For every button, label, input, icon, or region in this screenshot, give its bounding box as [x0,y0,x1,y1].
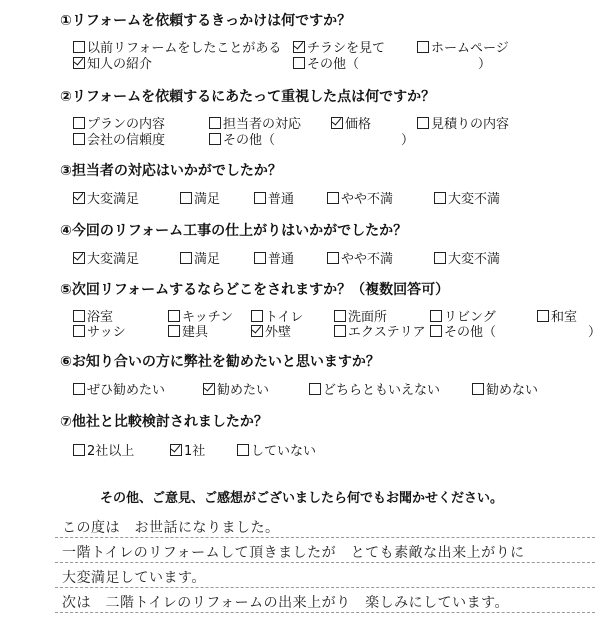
option-label: していない [251,444,317,459]
checkbox[interactable] [209,133,221,145]
checkbox[interactable] [430,325,442,337]
q5-option-exterior-wall[interactable] [251,321,291,340]
checkbox[interactable] [237,444,249,456]
q2-other-close-paren: ） [401,133,415,148]
q7-option-none[interactable] [237,440,316,459]
option-label: 2社以上 [87,444,135,459]
option-label: 見積りの内容 [431,117,510,132]
option-label: ぜひ勧めたい [87,383,166,398]
option-label: 満足 [194,252,221,267]
option-label: 満足 [194,192,221,207]
option-label: 勧めたい [217,383,270,398]
comment-rule-line [55,537,595,538]
option-label: ホームページ [431,41,509,56]
checkbox[interactable] [209,117,221,129]
q5-option-other[interactable] [430,321,496,340]
q1-other-close-paren: ） [478,57,492,72]
checkbox-checked[interactable] [73,252,85,264]
checkbox[interactable] [417,117,429,129]
q5-option-exterior[interactable] [334,321,426,340]
checkbox-checked[interactable] [170,444,182,456]
comment-line-3: 大変満足しています。 [62,570,206,586]
comment-line-4: 次は 二階トイレのリフォームの出来上がり 楽しみにしています。 [62,595,509,611]
option-label: 洗面所 [348,310,388,325]
checkbox[interactable] [293,57,305,69]
option-label: 大変不満 [448,252,501,267]
q3-option-slightly-dissatisfied[interactable] [327,188,393,207]
checkbox-checked[interactable] [73,57,85,69]
q4-option-very-dissatisfied[interactable] [434,248,500,267]
checkbox[interactable] [537,310,549,322]
checkbox[interactable] [254,252,266,264]
option-label: どちらともいえない [323,383,441,398]
option-label: チラシを見て [307,41,386,56]
question-4-title: ④今回のリフォーム工事の仕上がりはいかがでしたか？ [60,223,408,239]
checkbox[interactable] [73,383,85,395]
q6-option-neither[interactable] [309,379,440,398]
q5-option-sash[interactable] [73,321,126,340]
checkbox[interactable] [309,383,321,395]
q5-other-close-paren: ） [588,325,602,340]
option-label: 外壁 [265,325,292,340]
checkbox[interactable] [327,252,339,264]
checkbox-checked[interactable] [293,41,305,53]
q2-option-trust[interactable] [73,129,165,148]
option-label: 1社 [184,444,206,459]
option-label: 会社の信頼度 [87,133,166,148]
comment-prompt: その他、ご意見、ご感想がございましたら何でもお聞かせください。 [100,491,504,506]
checkbox[interactable] [73,133,85,145]
option-label: 大変不満 [448,192,501,207]
checkbox[interactable] [180,192,192,204]
option-label: プランの内容 [87,117,166,132]
question-6-title: ⑥お知り合いの方に弊社を勧めたいと思いますか？ [60,354,380,370]
checkbox-checked[interactable] [331,117,343,129]
checkbox[interactable] [73,325,85,337]
q4-option-satisfied[interactable] [180,248,220,267]
question-2-title: ②リフォームを依頼するにあたって重視した点は何ですか？ [60,89,436,105]
option-label: リビング [444,310,496,325]
option-label: やや不満 [341,252,394,267]
question-7-title: ⑦他社と比較検討されましたか？ [60,414,268,430]
option-label: 知人の紹介 [87,57,153,72]
q6-option-recommend[interactable] [203,379,269,398]
comment-line-1: この度は お世話になりました。 [62,520,280,536]
q7-option-one[interactable] [170,440,205,459]
checkbox[interactable] [434,192,446,204]
q3-option-normal[interactable] [254,188,294,207]
checkbox-checked[interactable] [251,325,263,337]
checkbox[interactable] [434,252,446,264]
option-label: 建具 [182,325,209,340]
checkbox[interactable] [168,325,180,337]
option-label: エクステリア [348,325,426,340]
checkbox[interactable] [73,117,85,129]
checkbox[interactable] [73,444,85,456]
checkbox[interactable] [180,252,192,264]
option-label: 普通 [268,252,295,267]
q6-option-not-recommend[interactable] [472,379,538,398]
q5-option-japanese-room[interactable] [537,306,577,325]
q2-option-estimate[interactable] [417,113,509,132]
option-label: 価格 [345,117,372,132]
option-label: 以前リフォームをしたことがある [87,41,282,56]
q2-option-price[interactable] [331,113,371,132]
q7-option-two-or-more[interactable] [73,440,134,459]
question-1-title: ①リフォームを依頼するきっかけは何ですか？ [60,13,352,29]
q4-option-normal[interactable] [254,248,294,267]
checkbox[interactable] [73,41,85,53]
option-label: 担当者の対応 [223,117,302,132]
q3-option-very-dissatisfied[interactable] [434,188,500,207]
option-label: その他（ [307,57,360,72]
option-label: 大変満足 [87,192,140,207]
option-label: その他（ [223,133,276,148]
checkbox-checked[interactable] [73,192,85,204]
q3-option-satisfied[interactable] [180,188,220,207]
option-label: やや不満 [341,192,394,207]
checkbox[interactable] [334,325,346,337]
option-label: サッシ [87,325,126,340]
checkbox[interactable] [254,192,266,204]
checkbox[interactable] [472,383,484,395]
option-label: トイレ [265,310,304,325]
option-label: 勧めない [486,383,539,398]
checkbox-checked[interactable] [203,383,215,395]
option-label: その他（ [444,325,497,340]
option-label: 普通 [268,192,295,207]
q2-option-other[interactable] [209,129,275,148]
q1-option-acquaintance[interactable] [73,53,152,72]
comment-rule-line [55,612,595,613]
q5-option-fittings[interactable] [168,321,208,340]
comment-line-2: 一階トイレのリフォームして頂きましたが とても素敵な出来上がりに [62,545,525,561]
comment-rule-line [55,587,595,588]
q1-option-homepage[interactable] [417,37,509,56]
q1-option-other[interactable] [293,53,359,72]
q6-option-definitely[interactable] [73,379,165,398]
option-label: 浴室 [87,310,114,325]
checkbox[interactable] [417,41,429,53]
checkbox[interactable] [327,192,339,204]
option-label: 大変満足 [87,252,140,267]
q4-option-slightly-dissatisfied[interactable] [327,248,393,267]
question-5-title: ⑤次回リフォームするならどこをされますか？（複数回答可） [60,282,450,298]
option-label: キッチン [182,310,234,325]
question-3-title: ③担当者の対応はいかがでしたか？ [60,163,282,179]
option-label: 和室 [551,310,578,325]
q3-option-very-satisfied[interactable] [73,188,139,207]
q4-option-very-satisfied[interactable] [73,248,139,267]
comment-rule-line [55,562,595,563]
